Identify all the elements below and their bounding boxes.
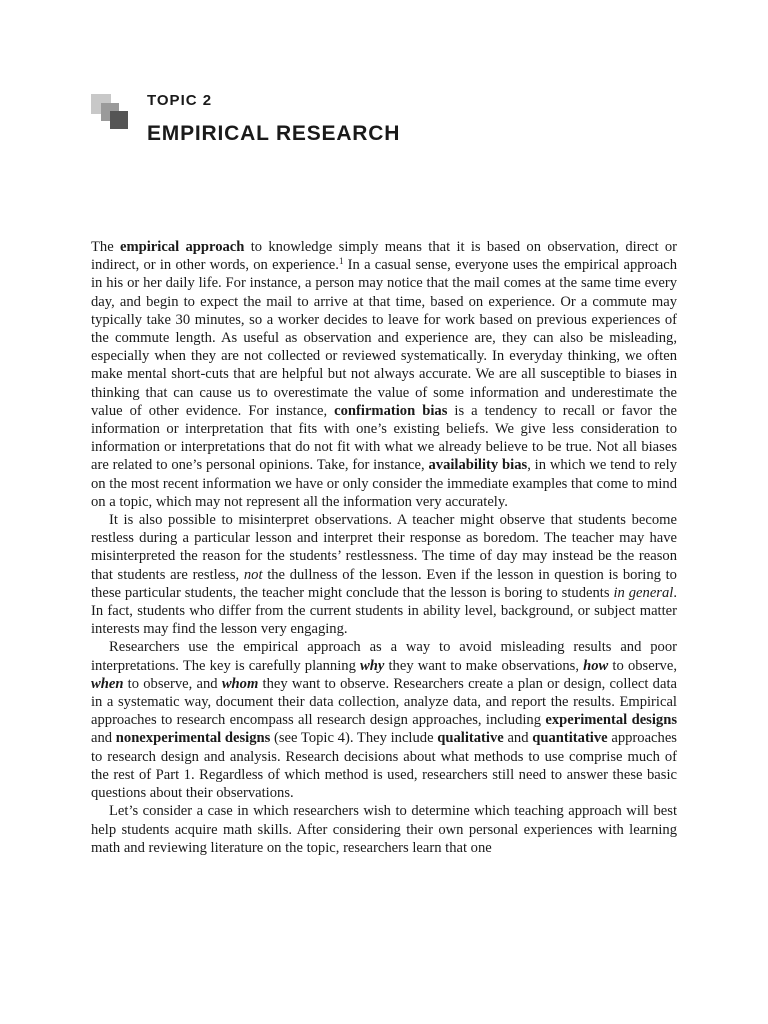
- paragraph-1: [91, 238, 677, 511]
- text-span: the dullness of the lesson. Even if the lesson in question is boring to these particular students, the teacher might conclude that the lesson is boring to students: [91, 566, 677, 601]
- topic-number: TOPIC 2: [147, 92, 213, 109]
- page-title: EMPIRICAL RESEARCH: [147, 122, 401, 145]
- text-span: is a tendency to recall or favor the information or interpretation that fits with one’s existing beliefs. We give less consideration to information or interpretations that do not fit with what we already believe to be true. Not all biases are related to one’s personal opinions. Take, for instance,: [91, 402, 678, 474]
- text-span: Let’s consider a case in which researchers wish to determine which teaching approach will best help students acquire math skills. After considering their own personal experiences with learning math and reviewing literature on the topic, researchers learn that one: [91, 803, 677, 856]
- key-term: empirical approach: [120, 239, 245, 255]
- topic-header: [0, 0, 768, 160]
- text-span: The: [91, 239, 120, 255]
- text-span: It is also possible to misinterpret observations. A teacher might observe that students become restless during a particular lesson and interpret their response as boredom. The teacher may have misinterpreted the reason for the students’ restlessness. The time of day may instead be the reason that students are restless,: [91, 512, 677, 583]
- text-span: and: [503, 730, 533, 747]
- text-span: In a casual sense, everyone uses the empirical approach in his or her daily life. For instance, a person may notice that the mail comes at the same time every day, and begin to expect the mail to arrive at that time, based on experience. Or a commute may typically take 30 minutes, so a worker decides to leave for work based on previous experiences of the commute length. As useful as observation and experience are, they can also be misleading, especially when they are not collected or reviewed systematically. In everyday thinking, we often make mental short-cuts that are helpful but not always accurate. We are all susceptible to biases in thinking that can cause us to overestimate the value of some information and underestimate the value of other evidence. For instance,: [91, 257, 677, 419]
- text-span: Researchers use the empirical approach as a way to avoid misleading results and poor interpretations. The key is carefully planning: [91, 639, 677, 674]
- emphasis: whom: [221, 675, 259, 692]
- text-span: and: [91, 730, 116, 747]
- footnote-marker: 1: [338, 256, 344, 267]
- text-span: they want to make observations,: [384, 657, 584, 674]
- emphasis-bold-italic: [222, 676, 259, 692]
- emphasis-bold-italic: [583, 658, 608, 674]
- paragraph-3: [91, 638, 677, 802]
- paragraph-4: [91, 802, 677, 857]
- text-span: to knowledge simply means that it is based on observation, direct or indirect, or in other words, on experience.: [91, 239, 678, 274]
- text-span: . In fact, students who differ from the current students in ability level, background, or subject matter interests may find the lesson very engaging.: [91, 584, 677, 638]
- key-term: qualitative: [437, 730, 504, 747]
- emphasis: not: [243, 566, 263, 583]
- decorative-square-dark: [110, 111, 128, 129]
- text-span: , in which we tend to rely on the most recent information we have or only consider the immediate examples that come to mind on a topic, which may not represent all the information very accurately.: [91, 457, 677, 510]
- text-span: to observe,: [608, 657, 677, 674]
- emphasis: why: [360, 657, 385, 674]
- emphasis-bold-italic: [360, 658, 384, 674]
- emphasis: how: [583, 657, 609, 674]
- text-span: to observe, and: [123, 675, 222, 692]
- key-term: nonexperimental designs: [115, 730, 271, 747]
- text-span: approaches to research design and analysis. Research decisions about what methods to use comprise much of the rest of Part 1. Regardless of which method is used, researchers still need to answer these basic questions about their observations.: [91, 730, 677, 802]
- key-term: availability bias: [428, 457, 528, 474]
- key-term: confirmation bias: [334, 402, 448, 419]
- key-term: experimental designs: [545, 712, 677, 729]
- text-span: (see Topic 4). They include: [270, 730, 438, 747]
- emphasis: when: [91, 675, 124, 692]
- text-span: they want to observe. Researchers create a plan or design, collect data in a systematic way, document their data collection, analyze data, and report the results. Empirical approaches to research encompass all research design approaches, including: [91, 675, 677, 729]
- emphasis: in general: [613, 584, 674, 601]
- key-term: quantitative: [532, 730, 608, 747]
- paragraph-2: [91, 511, 677, 638]
- body-text: [91, 238, 677, 857]
- emphasis-bold-italic: [91, 676, 123, 692]
